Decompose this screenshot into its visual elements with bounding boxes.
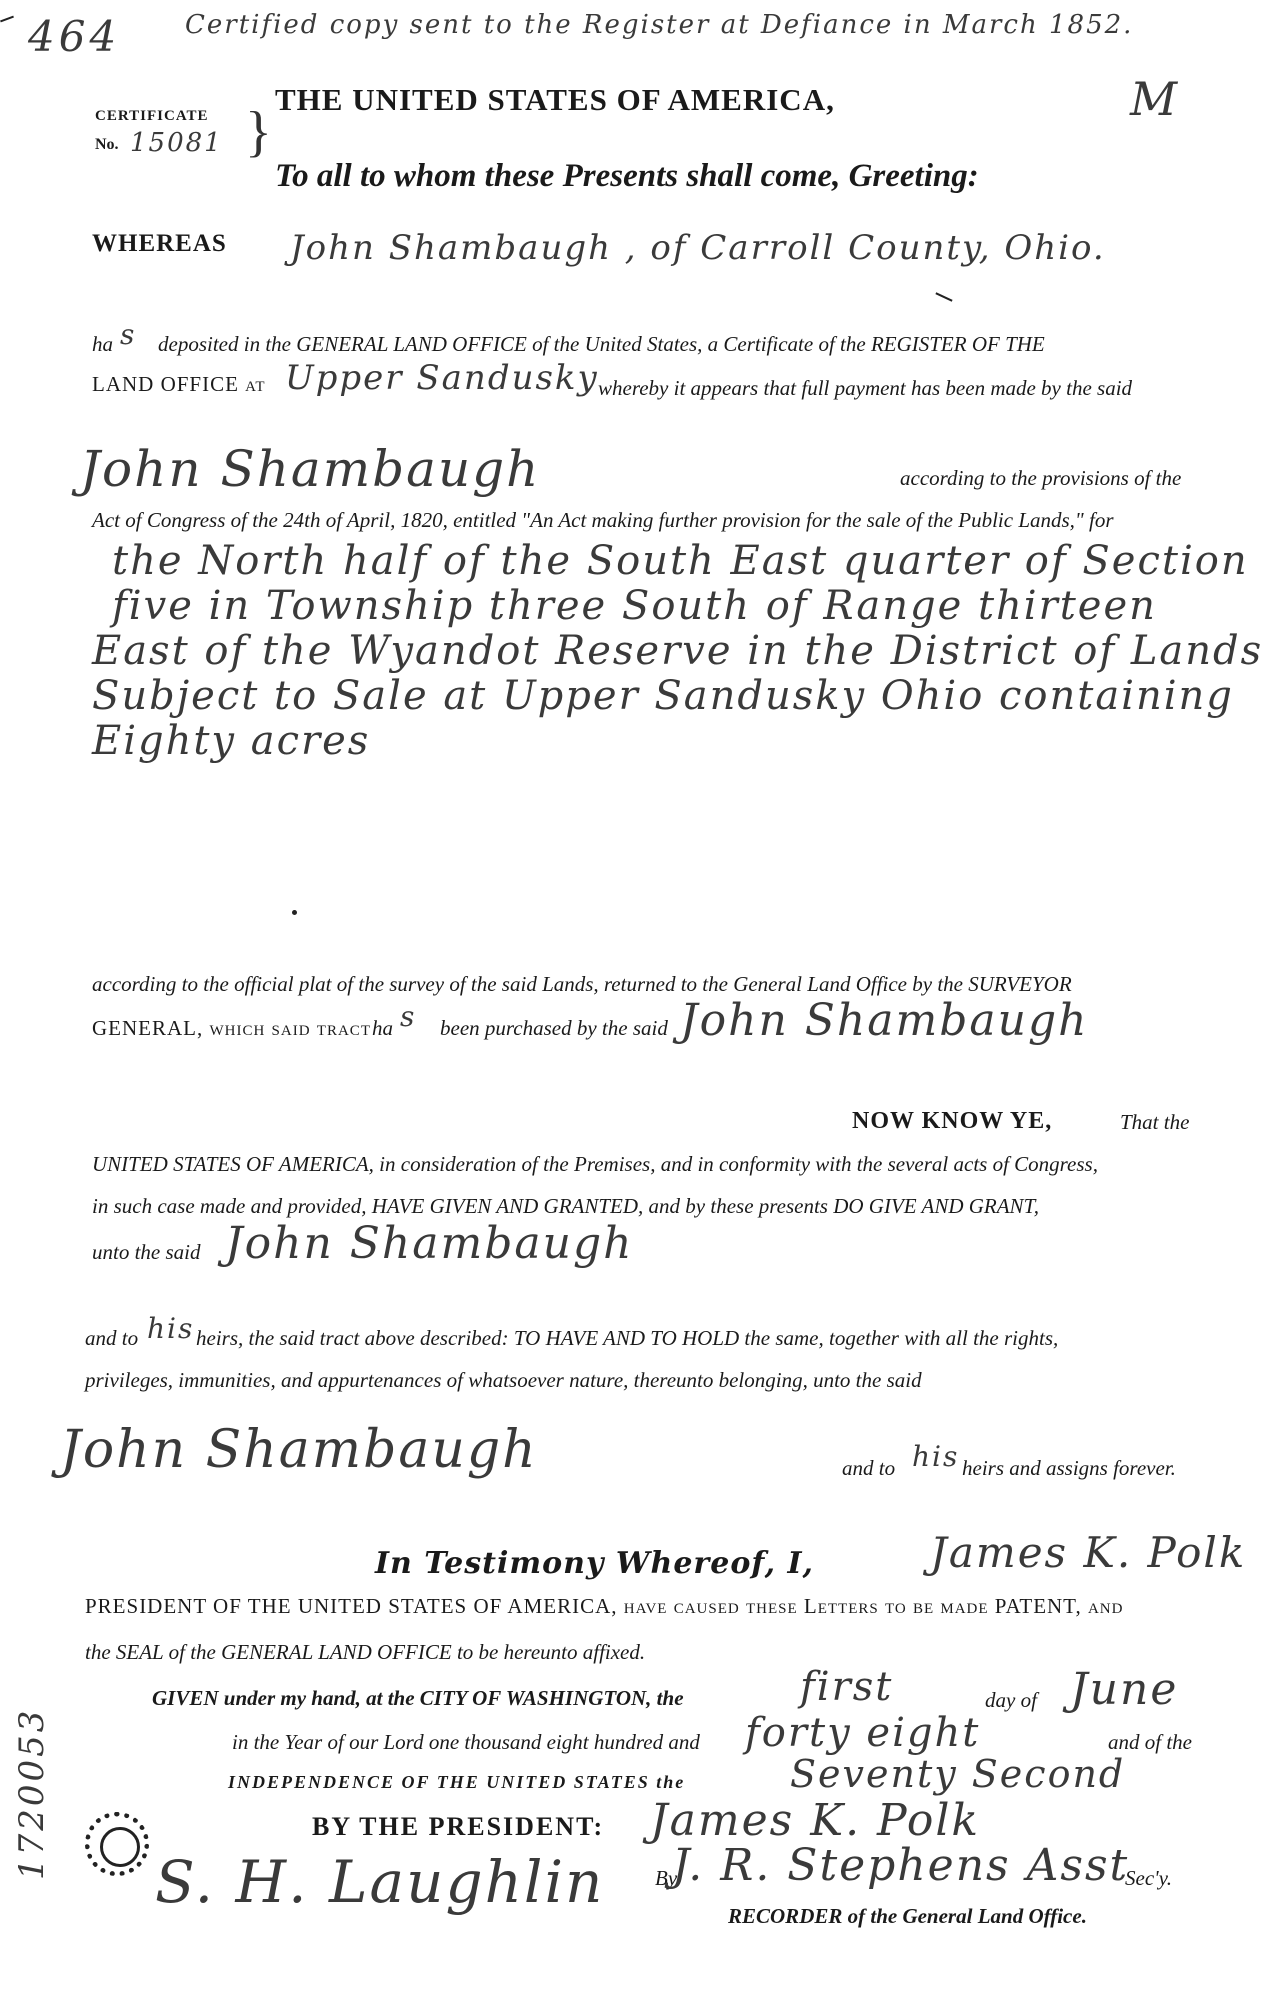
day-handwritten: first [800,1664,894,1710]
plat-line2a: GENERAL, which said tract [92,1016,371,1040]
land-description-line-5: Eighty acres [92,718,371,764]
side-document-number: 1720053 [12,1707,52,1880]
grant-line3: heirs, the said tract above described: TO HAVE AND TO HOLD the same, together with all the rights, [196,1326,1059,1350]
deposit-ha-handwritten: s [120,318,137,351]
plat-ha-handwritten: s [400,1000,417,1033]
now-know-ye: NOW KNOW YE, [852,1108,1053,1134]
land-office-label: LAND OFFICE at [92,372,266,396]
land-description-line-4: Subject to Sale at Upper Sandusky Ohio containing [92,673,1234,719]
greeting: To all to whom these Presents shall come, Greeting: [275,158,979,194]
year-text: in the Year of our Lord one thousand eight hundred and [232,1730,700,1754]
plat-ha: ha [372,1016,393,1040]
president-name: James K. Polk [930,1528,1247,1577]
certificate-label: CERTIFICATE [95,108,209,124]
grant-line4: privileges, immunities, and appurtenances of whatsoever nature, thereunto belonging, unto the said [85,1368,922,1392]
by-the-president: BY THE PRESIDENT: [312,1812,605,1841]
certificate-number-label: No. [95,136,119,153]
president-signature: James K. Polk [650,1795,981,1846]
heirs-forever: heirs and assigns forever. [962,1456,1176,1480]
grantee-name-2: John Shambaugh [60,1420,538,1480]
his-handwritten: his [147,1312,195,1345]
ink-dot [292,910,297,915]
brace-icon: } [245,101,272,163]
independence-text: INDEPENDENCE OF THE UNITED STATES the [228,1772,686,1792]
land-description-line-3: East of the Wyandot Reserve in the District of Lands [92,628,1264,674]
grant-line1: UNITED STATES OF AMERICA, in consideration of the Premises, and in conformity with the several acts of Congress, [92,1152,1098,1176]
day-of: day of [985,1688,1037,1712]
provisions-text: according to the provisions of the [900,466,1182,490]
and-of-the: and of the [1108,1730,1192,1754]
recorder-label: RECORDER of the General Land Office. [728,1904,1087,1928]
that-the: That the [1120,1110,1190,1134]
land-office-place: Upper Sandusky [285,358,599,398]
recorder-signature: J. R. Stephens Asst [672,1840,1130,1891]
year-handwritten: forty eight [745,1710,981,1756]
deposit-line1: deposited in the GENERAL LAND OFFICE of the United States, a Certificate of the REGISTER OF THE [158,332,1045,356]
payer-name: John Shambaugh [80,440,541,498]
purchaser-name: John Shambaugh [680,995,1089,1046]
annotation-note: Certified copy sent to the Register at Defiance in March 1852. [185,10,1134,40]
plat-line2b: been purchased by the said [440,1016,668,1040]
testimony-heading: In Testimony Whereof, I, [375,1546,814,1581]
ink-mark [935,292,952,301]
deposit-line2: whereby it appears that full payment has been made by the said [598,376,1133,400]
land-description-line-1: the North half of the South East quarter of Section [112,538,1249,584]
given-text: GIVEN under my hand, at the CITY OF WASHINGTON, the [152,1686,684,1710]
whereas-label: WHEREAS [92,230,227,257]
land-description-line-2: five in Township three South of Range thirteen [112,583,1157,629]
act-text: Act of Congress of the 24th of April, 1820, entitled "An Act making further provision for the sale of the Public Lands," for [92,508,1114,532]
grantee-name-county: John Shambaugh , of Carroll County, Ohio. [290,228,1106,268]
his-handwritten-2: his [912,1440,960,1473]
certificate-number: 15081 [130,128,223,158]
document-title: THE UNITED STATES OF AMERICA, [275,82,835,117]
testimony-line2: the SEAL of the GENERAL LAND OFFICE to be hereunto affixed. [85,1640,646,1664]
testimony-line1: PRESIDENT OF THE UNITED STATES OF AMERICA, have caused these Letters to be made PATENT, and [85,1594,1124,1618]
plat-line1: according to the official plat of the survey of the said Lands, returned to the General Land Office by the SURVEYOR [92,972,1072,996]
unto-the-said: unto the said [92,1240,201,1264]
secretary-signature: S. H. Laughlin [155,1848,605,1916]
corner-stroke [0,16,14,23]
corner-mark: M [1130,72,1180,126]
independence-year-handwritten: Seventy Second [790,1752,1126,1796]
land-office-seal-icon [85,1812,149,1876]
month-handwritten: June [1070,1664,1179,1715]
by-label: By [655,1866,678,1890]
and-to-2: and to [842,1456,896,1480]
grantee-name: John Shambaugh [225,1218,634,1269]
and-to: and to [85,1326,139,1350]
record-number: 464 [28,12,121,61]
deposit-ha: ha [92,332,113,356]
secy-label: Sec'y. [1125,1866,1173,1890]
grant-line2: in such case made and provided, HAVE GIVEN AND GRANTED, and by these presents DO GIVE AND GRANT, [92,1194,1039,1218]
